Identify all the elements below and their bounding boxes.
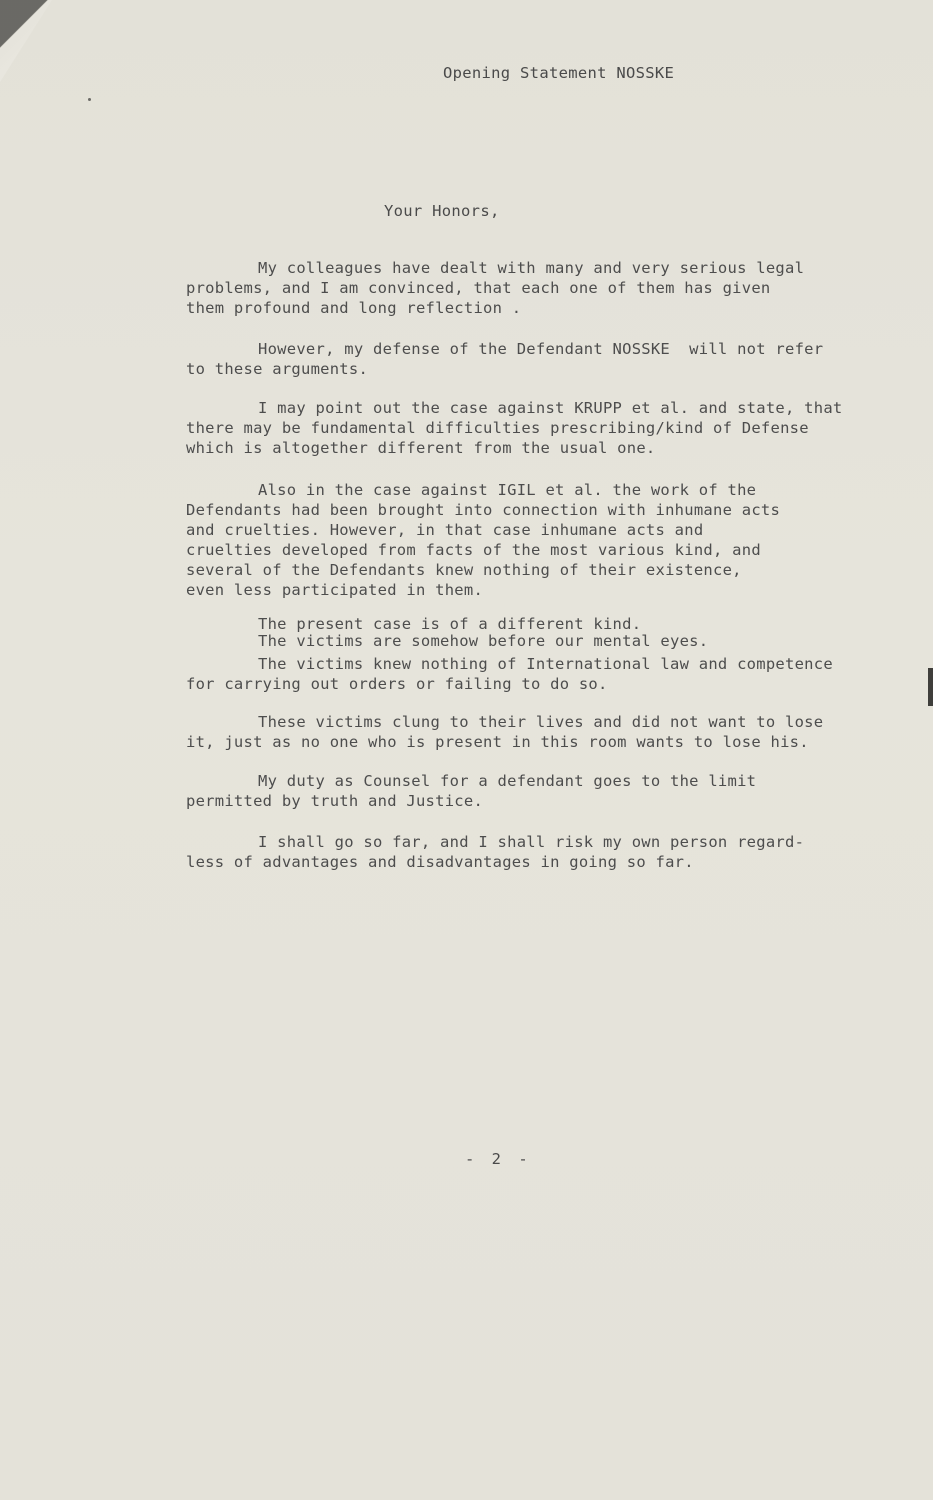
- paragraph-line: them profound and long reflection .: [186, 299, 522, 317]
- paragraph-line: My colleagues have dealt with many and very serious legal: [258, 259, 805, 277]
- folded-corner: [0, 0, 52, 82]
- page-number: - 2 -: [465, 1150, 532, 1168]
- paragraph-line: less of advantages and disadvantages in going so far.: [186, 853, 694, 871]
- paragraph-line: and cruelties. However, in that case inhumane acts and: [186, 521, 704, 539]
- paragraph-line: cruelties developed from facts of the most various kind, and: [186, 541, 761, 559]
- paragraph-1: [186, 258, 846, 318]
- paragraph-line: Defendants had been brought into connection with inhumane acts: [186, 501, 781, 519]
- paragraph-4: [186, 480, 846, 600]
- document-header: Opening Statement NOSSKE: [443, 64, 675, 82]
- paragraph-line: it, just as no one who is present in this room wants to lose his.: [186, 733, 809, 751]
- paragraph-line: Also in the case against IGIL et al. the work of the: [258, 481, 757, 499]
- paragraph-line: I shall go so far, and I shall risk my own person regard-: [258, 833, 805, 851]
- edge-mark: [928, 668, 933, 706]
- paragraph-line: However, my defense of the Defendant NOSSKE will not refer: [258, 340, 824, 358]
- paragraph-line: to these arguments.: [186, 360, 369, 378]
- paragraph-line: permitted by truth and Justice.: [186, 792, 484, 810]
- paragraph-line: there may be fundamental difficulties prescribing/kind of Defense: [186, 419, 809, 437]
- paragraph-line: The present case is of a different kind.: [258, 615, 642, 633]
- paragraph-line: The victims are somehow before our mental eyes.: [258, 632, 709, 650]
- paragraph-3: [186, 398, 846, 458]
- paragraph-line: which is altogether different from the usual one.: [186, 439, 656, 457]
- paragraph-line: several of the Defendants knew nothing of their existence,: [186, 561, 742, 579]
- paper-speck: [88, 98, 91, 101]
- paragraph-line: I may point out the case against KRUPP et al. and state, that: [258, 399, 843, 417]
- paragraph-5: [186, 616, 846, 650]
- paragraph-line: for carrying out orders or failing to do so.: [186, 675, 608, 693]
- salutation: Your Honors,: [384, 202, 500, 220]
- paragraph-7: [186, 712, 846, 752]
- paragraph-line: even less participated in them.: [186, 581, 484, 599]
- paragraph-line: The victims knew nothing of International law and competence: [258, 655, 833, 673]
- paragraph-line: problems, and I am convinced, that each one of them has given: [186, 279, 771, 297]
- paragraph-6: [186, 654, 846, 694]
- paragraph-8: [186, 771, 846, 811]
- paragraph-line: My duty as Counsel for a defendant goes to the limit: [258, 772, 757, 790]
- paragraph-2: [186, 339, 846, 379]
- paragraph-9: [186, 832, 846, 872]
- paragraph-line: These victims clung to their lives and did not want to lose: [258, 713, 824, 731]
